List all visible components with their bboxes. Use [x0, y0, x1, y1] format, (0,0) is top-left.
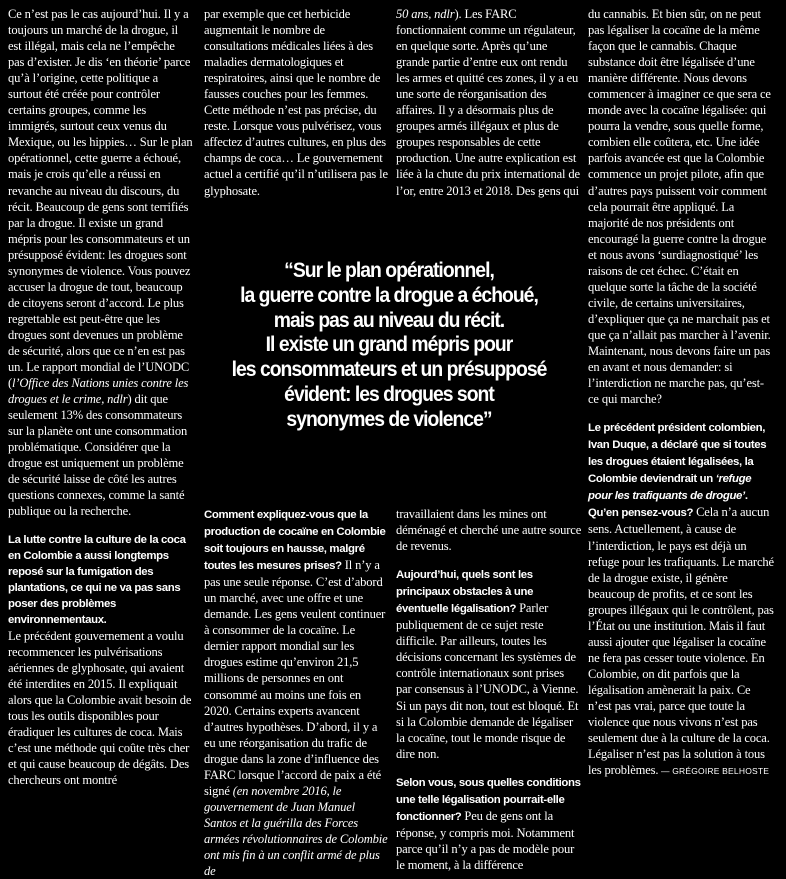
- body-text: ) dit que seulement 13% des consommateurs sur la planète ont une consommation problématique. Considérer que la drogue est uniquement un problème de sécurité laisse de côté les autres questions connexes, comme la santé publique ou la recherche.: [8, 392, 188, 519]
- paragraph: par exemple que cet herbicide augmentait le nombre de consultations médicales liées à des maladies dermatologiques et respiratoires, ainsi que le nombre de fausses couches pour les femmes. Cette méthode n’est pas précise, du reste. Lorsque vous pulvérisez, vous affectez d’autres cultures, en plus des champs de coca… Le gouvernement actuel a certifié qu’il n’utilisera pas le glyphosate.: [204, 7, 388, 198]
- column-3-top: [396, 6, 582, 199]
- pull-quote-line: évident: les drogues sont: [284, 381, 494, 406]
- pull-quote-line: Il existe un grand mépris pour: [265, 332, 513, 357]
- column-2-top: [204, 6, 390, 199]
- column-3-bottom: [396, 506, 582, 873]
- question-quote: ‘refuge pour les trafiquants de drogue’: [588, 473, 752, 503]
- body-text: Il n’y a pas une seule réponse. C’est d’abord un marché, avec une offre et une demande. Les gens veulent continuer à consommer de la cocaïne. Le dernier rapport mondial sur les drogues estime qu’environ 21,5 millions de personnes en ont consommé au moins une fois en 2020. Certains experts avancent d’autres hypothèses. D’abord, il y a eu une réorganisation du trafic de drogue dans la zone d’influence des FARC lorsque l’accord de paix a été signé: [204, 558, 386, 798]
- paragraph: [396, 774, 582, 873]
- column-1: [8, 6, 194, 788]
- paragraph: [396, 6, 582, 199]
- paragraph: [8, 6, 194, 520]
- body-text: Ce n’est pas le cas aujourd’hui. Il y a toujours un marché de la drogue, il est illégal, mais cela ne l’empêche pas d’exister. Je dis ‘en théorie’ parce qu’à l’origine, cette politique a surtout été créée pour contrôler certains groupes, comme les immigrés, surtout ceux venus du Mexique, ou les hippies… Sur le plan opérationnel, cette guerre a échoué, mais je crois qu’elle a réussi en revanche au niveau du discours, du récit. Beaucoup de gens sont terrifiés par la drogue. Il existe un grand mépris pour les consommateurs et un présupposé évident: les drogues sont synonymes de violence. Vous pouvez accuser la drogue de tout, beaucoup de citoyens seront d’accord. Le plus regrettable est peut-être que les drogues sont devenues un problème de sécurité, alors que ce n’en est pas un. Le rapport mondial de l’UNODC (: [8, 7, 193, 391]
- pull-quote-line: synonymes de violence”: [286, 406, 492, 431]
- pull-quote-line: “Sur le plan opérationnel,: [284, 258, 494, 282]
- paragraph: Le précédent gouvernement a voulu recommencer les pulvérisations aériennes de glyphosate, qui avaient été interdites en 2015. Il expliquait alors que la Colombie avait besoin de tous les outils disponibles pour éradiquer les cultures de coca. Mais c’est une méthode qui coûte très cher et qui cause beaucoup de dégâts. Des chercheurs ont montré: [8, 628, 192, 788]
- body-text: Parler publiquement de ce sujet reste difficile. Par ailleurs, toutes les décisions concernant les systèmes de contrôle internationaux sont prises par consensus à l’UNODC, à Vienne. Si un pays dit non, tout est bloqué. Et si la Colombie demande de légaliser la cocaïne, tout le monde risque de dire non.: [396, 601, 579, 761]
- pull-quote-line: mais pas au niveau du récit.: [273, 307, 505, 332]
- pull-quote: [215, 258, 562, 432]
- italic-note: 50 ans, ndlr: [396, 7, 455, 21]
- question-text: . Qu’en pensez-vous?: [588, 490, 748, 520]
- pull-quote-line: les consommateurs et un présupposé: [231, 357, 547, 382]
- paragraph: du cannabis. Et bien sûr, on ne peut pas légaliser la cocaïne de la même façon que le cannabis. Chaque substance doit être légalisée d’une manière différente. Nous devons commencer à imaginer ce que sera ce monde avec la cocaïne légalisée: qui pourra la vendre, sous quelle forme, combien elle coûtera, etc. Une idée parfois avancée est que la Colombie commence un projet pilote, afin que d’autres pays puissent voir comment cela pourrait être appliqué. La majorité de nos présidents ont encouragé la guerre contre la drogue et nous avons ‘surdiagnostiqué’ les raisons de cet échec. C’était en quelque sorte la tâche de la société civile, de certains universitaires, d’expliquer que ça ne marchait pas et que ça n’allait pas marcher à l’avenir. Maintenant, nous devons faire un pas en avant et nous demander: si l’interdiction ne marche pas, qu’est-ce qui marche?: [588, 7, 771, 407]
- body-text: ). Les FARC fonctionnaient comme un régulateur, en quelque sorte. Après qu’une grande partie d’entre eux ont rendu les armes et quitté ces zones, il y a eu une sorte de réorganisation des affaires. Il y a désormais plus de groupes armés illégaux et plus de groupes responsables de cette production. Une autre explication est liée à la chute du prix international de l’or, entre 2013 et 2018. Des gens qui: [396, 7, 580, 198]
- italic-note: (en novembre 2016, le gouvernement de Juan Manuel Santos et la guérilla des Forces armées révolutionnaires de Colombie ont mis fin à un conflit armé de plus de: [204, 783, 388, 879]
- italic-note: l’Office des Nations unies contre les drogues et le crime, ndlr: [8, 376, 189, 407]
- body-text: Peu de gens ont la réponse, y compris moi. Notamment parce qu’il n’y a pas de modèle pour le moment, à la différence: [396, 808, 575, 872]
- paragraph: [588, 419, 774, 779]
- interview-question: Selon vous, sous quelles conditions une telle légalisation pourrait-elle fonctionner?: [396, 776, 581, 823]
- question-text: Le précédent président colombien, Ivan Duque, a déclaré que si toutes les drogues étaient légalisées, la Colombie deviendrait un: [588, 422, 767, 486]
- pull-quote-line: la guerre contre la drogue a échoué,: [240, 282, 538, 307]
- paragraph: [396, 566, 582, 762]
- author-credit: — GRÉGOIRE BELHOSTE: [658, 766, 770, 777]
- interview-question: Aujourd’hui, quels sont les principaux obstacles à une éventuelle légalisation?: [396, 569, 534, 616]
- column-4: [588, 6, 774, 779]
- interview-question: Comment expliquez-vous que la production de cocaïne en Colombie soit toujours en hausse, malgré toutes les mesures prises?: [204, 509, 386, 573]
- interview-question: La lutte contre la culture de la coca en Colombie a aussi longtemps reposé sur la fumigation des plantations, ce qui ne va pas sans poser des problèmes environnementaux.: [8, 533, 186, 626]
- body-text: Cela n’a aucun sens. Actuellement, à cause de l’interdiction, le pays est déjà un refuge pour les trafiquants. Le marché de la drogue existe, il génère beaucoup de profits, et ce sont les groupes illégaux qui le contrôlent, pas l’État ou une institution. Mais il faut aussi ajouter que légaliser la cocaïne ne fera pas cesser toute violence. En Colombie, on dit parfois que la légalisation amènerait la paix. Ce n’est pas vrai, parce que toute la violence que nous vivons n’est pas seulement due à la culture de la coca. Légaliser n’est pas la solution à tous les problèmes.: [588, 505, 774, 778]
- paragraph: [204, 506, 390, 879]
- column-2-bottom: [204, 506, 390, 879]
- paragraph: travaillaient dans les mines ont déménagé et cherché une autre source de revenus.: [396, 507, 582, 554]
